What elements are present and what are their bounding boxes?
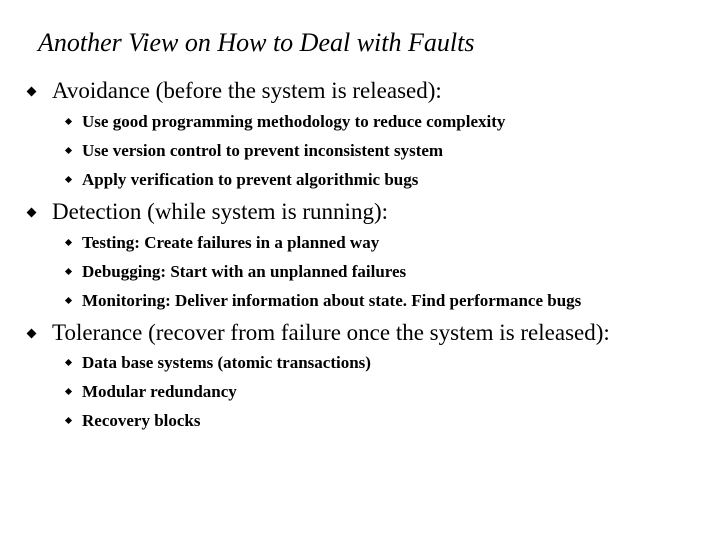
sub-item-text: Use good programming methodology to reduce complexity (82, 112, 506, 131)
main-point-text (52, 199, 388, 225)
small-diamond-bullet-icon (65, 268, 72, 275)
sub-item-text: Monitoring: Deliver information about state. Find performance bugs (82, 291, 582, 310)
main-point-description: (recover from failure once the system is released): (142, 320, 610, 345)
main-point-term: Detection (52, 199, 142, 224)
main-point-description: (before the system is released): (149, 78, 442, 103)
diamond-bullet-icon (27, 208, 37, 218)
small-diamond-bullet-icon (65, 118, 72, 125)
small-diamond-bullet-icon (65, 417, 72, 424)
main-point-text (52, 78, 442, 104)
sub-item-text: Testing: Create failures in a planned way (82, 233, 380, 252)
sub-item-text: Data base systems (atomic transactions) (82, 353, 371, 372)
main-point-text (52, 320, 610, 346)
sub-item-text: Debugging: Start with an unplanned failures (82, 262, 407, 281)
small-diamond-bullet-icon (65, 239, 72, 246)
main-point-description: (while system is running): (141, 199, 388, 224)
main-point-term: Tolerance (52, 320, 143, 345)
diamond-bullet-icon (27, 329, 37, 339)
small-diamond-bullet-icon (65, 297, 72, 304)
sub-item-text: Apply verification to prevent algorithmic bugs (82, 170, 419, 189)
main-point-term: Avoidance (52, 78, 150, 103)
diamond-bullet-icon (27, 87, 37, 97)
small-diamond-bullet-icon (65, 388, 72, 395)
slide-title: Another View on How to Deal with Faults (38, 28, 475, 57)
small-diamond-bullet-icon (65, 176, 72, 183)
sub-item-text: Use version control to prevent inconsistent system (82, 141, 444, 160)
small-diamond-bullet-icon (65, 147, 72, 154)
sub-item-text: Modular redundancy (82, 382, 237, 401)
small-diamond-bullet-icon (65, 359, 72, 366)
sub-item-text: Recovery blocks (82, 411, 201, 430)
